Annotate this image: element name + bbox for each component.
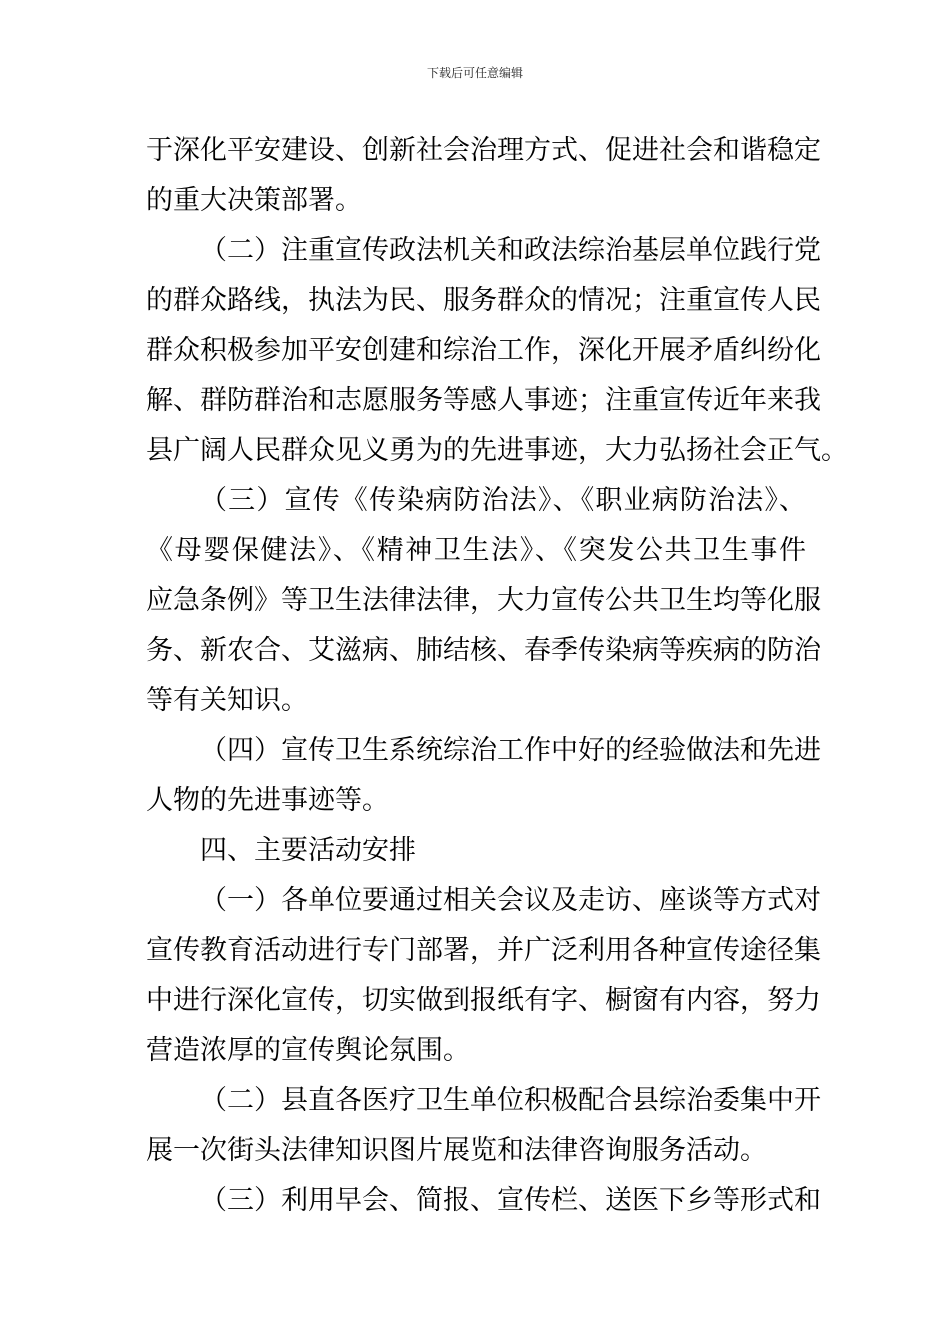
text-line: 展一次街头法律知识图片展览和法律咨询服务活动。 — [146, 1135, 767, 1166]
page-header-note: 下载后可任意编辑 — [426, 66, 523, 80]
text-line: 宣传教育活动进行专门部署，并广泛利用各种宣传途径集 — [146, 935, 821, 966]
text-line: （四）宣传卫生系统综治工作中好的经验做法和先进 — [200, 735, 821, 766]
text-line: 群众积极参加平安创建和综治工作，深化开展矛盾纠纷化 — [146, 335, 821, 366]
document-body — [146, 126, 848, 1226]
section-heading: 四、主要活动安排 — [200, 835, 416, 866]
text-line: 《母婴保健法》、《精神卫生法》、《突发公共卫生事件 — [146, 535, 806, 566]
text-line: 等有关知识。 — [146, 685, 308, 716]
text-line: （一）各单位要通过相关会议及走访、座谈等方式对 — [200, 885, 821, 916]
text-line: （二）县直各医疗卫生单位积极配合县综治委集中开 — [200, 1085, 821, 1116]
text-line: 解、群防群治和志愿服务等感人事迹；注重宣传近年来我 — [146, 385, 821, 416]
text-line: （三）宣传《传染病防治法》、《职业病防治法》、 — [200, 485, 806, 516]
text-line: 的重大决策部署。 — [146, 185, 362, 216]
text-line: （三）利用早会、简报、宣传栏、送医下乡等形式和 — [200, 1185, 821, 1216]
text-line: 应急条例》等卫生法律法律，大力宣传公共卫生均等化服 — [146, 585, 821, 616]
text-line: （二）注重宣传政法机关和政法综治基层单位践行党 — [200, 235, 821, 266]
text-line: 于深化平安建设、创新社会治理方式、促进社会和谐稳定 — [146, 135, 821, 166]
text-line: 务、新农合、艾滋病、肺结核、春季传染病等疾病的防治 — [146, 635, 821, 666]
text-line: 营造浓厚的宣传舆论氛围。 — [146, 1035, 470, 1066]
text-line: 人物的先进事迹等。 — [146, 785, 389, 816]
text-line: 县广阔人民群众见义勇为的先进事迹，大力弘扬社会正气。 — [146, 435, 848, 466]
text-line: 中进行深化宣传，切实做到报纸有字、橱窗有内容，努力 — [146, 985, 821, 1016]
text-line: 的群众路线，执法为民、服务群众的情况；注重宣传人民 — [146, 285, 821, 316]
